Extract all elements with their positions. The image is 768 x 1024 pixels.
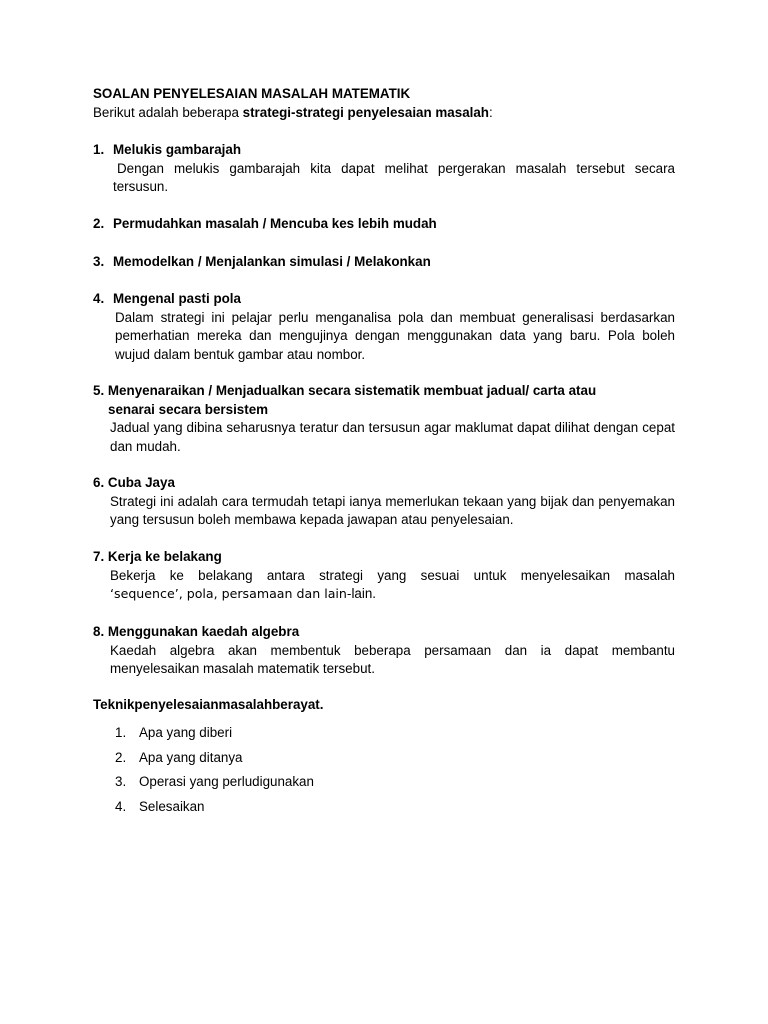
strategy-title: Permudahkan masalah / Mencuba kes lebih mudah <box>113 216 437 231</box>
strategy-body-examples: ‘sequence’, pola, persamaan dan lain- <box>110 586 352 602</box>
list-item <box>115 773 314 798</box>
step-text: Operasi yang perludigunakan <box>139 774 314 789</box>
strategy-number: 4. <box>93 291 105 306</box>
strategy-item-5 <box>93 382 675 456</box>
step-text: Apa yang ditanya <box>139 749 243 765</box>
strategy-item-4 <box>93 290 675 364</box>
strategy-body: Kaedah algebra akan membentuk beberapa persamaan dan ia dapat membantu menyelesaikan masalah matematik tersebut. <box>110 642 675 677</box>
strategy-heading <box>93 215 675 234</box>
strategy-item-1 <box>93 141 675 197</box>
strategy-number: 8. <box>93 624 105 639</box>
strategy-body: Strategi ini adalah cara termudah tetapi ianya memerlukan tekaan yang bijak dan penyemakan yang tersusun boleh membawa kepada jawapan atau penyelesaian. <box>110 493 675 528</box>
list-item <box>115 798 314 823</box>
intro-prefix: Berikut adalah beberapa <box>93 105 243 120</box>
strategy-number: 7. <box>93 549 105 564</box>
step-number: 4. <box>115 798 127 814</box>
strategy-item-2 <box>93 215 675 234</box>
strategy-heading <box>93 623 675 642</box>
strategy-heading <box>93 548 675 567</box>
intro-bold: strategi-strategi penyelesaian masalah <box>242 105 489 120</box>
list-item <box>115 749 314 774</box>
strategy-heading <box>93 253 675 272</box>
technique-step-list <box>115 724 314 822</box>
strategy-title: Cuba Jaya <box>107 475 175 490</box>
strategy-title: Melukis gambarajah <box>113 142 242 157</box>
strategy-item-6 <box>93 474 675 530</box>
technique-heading: Teknikpenyelesaianmasalahberayat. <box>93 697 324 712</box>
strategy-heading <box>93 382 675 401</box>
strategy-number: 2. <box>93 216 105 231</box>
list-item <box>115 724 314 749</box>
strategy-title-continued: senarai secara bersistem <box>108 401 269 417</box>
strategy-body-line-2 <box>93 585 675 604</box>
strategy-body: Jadual yang dibina seharusnya teratur dan tersusun agar maklumat dapat dilihat dengan cepat dan mudah. <box>110 420 675 454</box>
step-text: Apa yang diberi <box>139 725 233 740</box>
step-number: 3. <box>115 774 127 789</box>
strategy-heading <box>93 290 675 309</box>
strategy-body: Dengan melukis gambarajah kita dapat melihat pergerakan masalah tersebut secara tersusun. <box>113 160 675 195</box>
strategy-number: 1. <box>93 142 105 157</box>
step-number: 2. <box>115 749 127 765</box>
strategy-number: 6. <box>93 475 105 490</box>
step-text: Selesaikan <box>139 798 205 814</box>
strategy-body-end: lain. <box>351 586 377 602</box>
strategy-body: Dalam strategi ini pelajar perlu menganalisa pola dan membuat generalisasi berdasarkan pemerhatian mereka dan mengujinya dengan menggunakan data yang baru. Pola boleh wujud dalam bentuk gambar atau nombor. <box>115 309 675 362</box>
strategy-item-7 <box>93 548 675 604</box>
strategy-body-line-1: Bekerja ke belakang antara strategi yang sesuai untuk menyelesaikan masalah <box>110 567 675 583</box>
strategy-title: Menyenaraikan / Menjadualkan secara sistematik membuat jadual/ carta atau <box>107 383 597 398</box>
intro-paragraph <box>93 104 493 123</box>
strategy-heading <box>93 474 675 493</box>
strategy-item-3 <box>93 253 675 272</box>
strategy-title: Memodelkan / Menjalankan simulasi / Melakonkan <box>113 254 431 269</box>
strategy-title: Kerja ke belakang <box>107 549 222 564</box>
strategy-number: 3. <box>93 254 105 269</box>
step-number: 1. <box>115 725 127 740</box>
page-title: SOALAN PENYELESAIAN MASALAH MATEMATIK <box>93 86 411 101</box>
strategy-item-8 <box>93 623 675 679</box>
strategy-title: Mengenal pasti pola <box>113 291 241 306</box>
intro-suffix: : <box>489 105 493 120</box>
strategy-number: 5. <box>93 383 105 398</box>
strategy-title: Menggunakan kaedah algebra <box>107 624 300 639</box>
strategy-heading <box>93 141 675 160</box>
